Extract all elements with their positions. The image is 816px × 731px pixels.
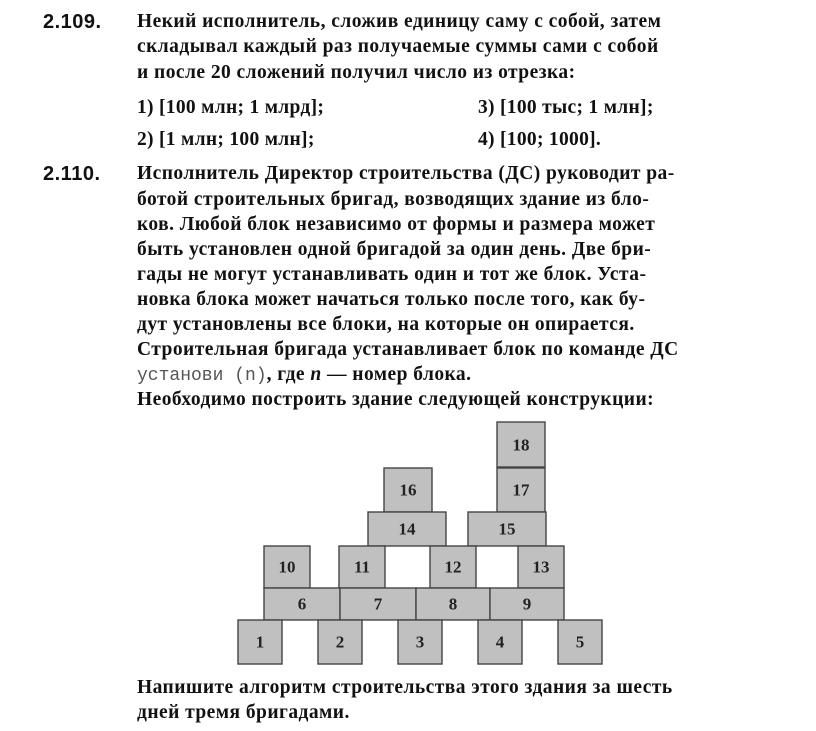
problem-109-line-2: складывал каждый раз получаемые суммы сами с собой [137, 36, 659, 57]
problem-110-line-6: новка блока может начаться только после того, как бу- [137, 289, 646, 310]
block-label-2: 2 [335, 632, 345, 652]
block-label-8: 8 [448, 594, 458, 614]
block-label-1: 1 [255, 632, 265, 652]
option-4: 4) [100; 1000]. [478, 129, 602, 150]
block-label-18: 18 [512, 435, 530, 455]
problem-110-line-7: дут установлены все блоки, на которые он опирается. [137, 314, 635, 335]
problem-110-line-10: Необходимо построить здание следующей конструкции: [137, 389, 655, 410]
block-label-10: 10 [278, 557, 296, 577]
block-label-16: 16 [399, 480, 417, 500]
block-label-4: 4 [495, 632, 505, 652]
block-label-14: 14 [398, 519, 416, 539]
command-tail-2: — номер блока. [321, 364, 472, 385]
block-label-7: 7 [373, 594, 383, 614]
block-label-15: 15 [498, 519, 516, 539]
option-1: 1) [100 млн; 1 млрд]; [137, 97, 325, 118]
command-tail-1: , где [266, 364, 311, 385]
problem-110-line-2: ботой строительных бригад, возводящих здание из бло- [137, 189, 650, 210]
variable-n: n [310, 364, 322, 385]
problem-110-line-5: гады не могут устанавливать один и тот же блок. Уста- [137, 264, 647, 285]
command-text: установи (n) [137, 366, 267, 386]
problem-number-2-110: 2.110. [43, 163, 101, 185]
option-2: 2) [1 млн; 100 млн]; [137, 129, 315, 150]
problem-number-2-109: 2.109. [43, 11, 102, 33]
block-label-12: 12 [444, 557, 462, 577]
problem-110-line-8: Строительная бригада устанавливает блок по команде ДС [137, 339, 679, 360]
problem-110-line-1: Исполнитель Директор строительства (ДС) руководит ра- [137, 163, 675, 184]
problem-110-line-4: быть установлен одной бригадой за один день. Две бри- [137, 239, 652, 260]
block-label-11: 11 [353, 557, 371, 577]
block-label-6: 6 [297, 594, 307, 614]
problem-110-line-3: ков. Любой блок независимо от формы и размера может [137, 214, 656, 235]
problem-109-line-1: Некий исполнитель, сложив единицу саму с собой, затем [137, 11, 662, 32]
problem-109-line-3: и после 20 сложений получил число из отрезка: [137, 62, 576, 83]
task-line-2: дней тремя бригадами. [137, 702, 350, 723]
block-label-3: 3 [415, 632, 425, 652]
task-line-1: Напишите алгоритм строительства этого здания за шесть [137, 677, 673, 698]
option-3: 3) [100 тыс; 1 млн]; [478, 97, 654, 118]
block-label-13: 13 [532, 557, 550, 577]
block-label-17: 17 [512, 480, 530, 500]
block-label-9: 9 [522, 594, 532, 614]
block-label-5: 5 [575, 632, 585, 652]
